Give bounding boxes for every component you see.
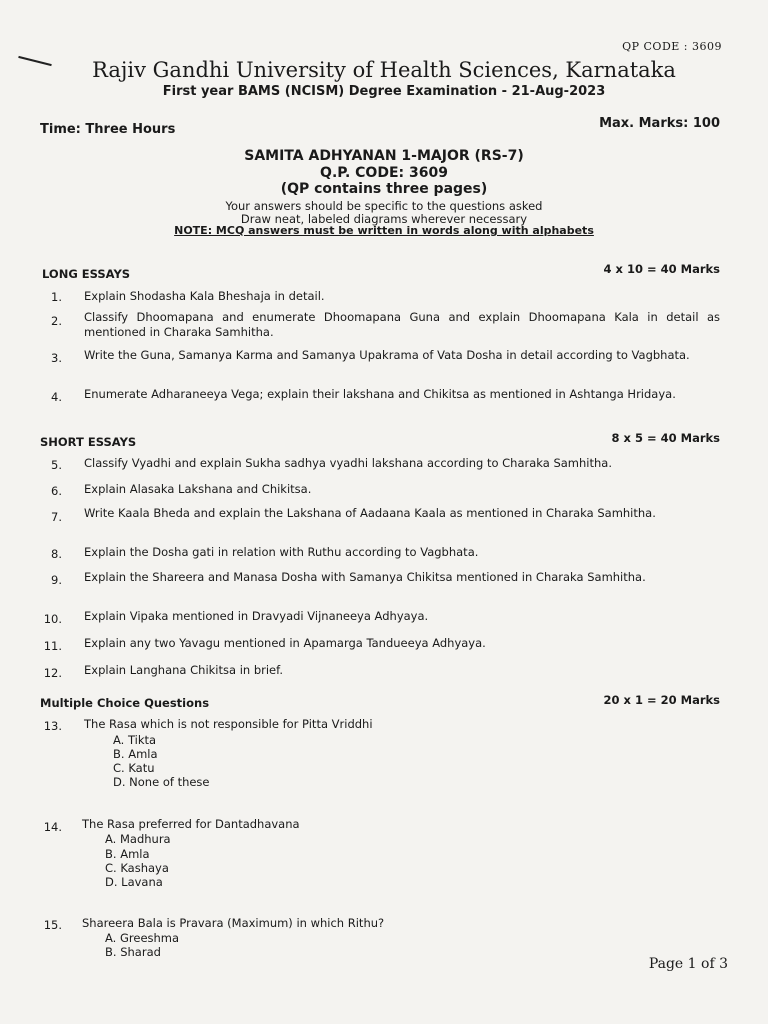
mcq-note: NOTE: MCQ answers must be written in words along with alphabets xyxy=(174,224,594,237)
mcq-option: B. Amla xyxy=(113,747,158,761)
exam-title: First year BAMS (NCISM) Degree Examination - 21-Aug-2023 xyxy=(162,84,606,99)
mcq-option: A. Greeshma xyxy=(105,931,180,945)
mcq-option: B. Amla xyxy=(105,847,150,861)
question-text: Write the Guna, Samanya Karma and Samanya Upakrama of Vata Dosha in detail according to Vagbhata. xyxy=(84,348,690,362)
question-text: Explain Langhana Chikitsa in brief. xyxy=(84,663,283,677)
question-number: 10. xyxy=(43,612,62,626)
question-number: 11. xyxy=(43,639,62,653)
pages-note: (QP contains three pages) xyxy=(280,181,488,197)
mcq-option: D. None of these xyxy=(113,775,210,789)
question-text: Classify Dhoomapana and enumerate Dhoomapana Guna and explain Dhoomapana Kala in detail as mentioned in Charaka Samhitha. xyxy=(84,310,720,339)
max-marks: Max. Marks: 100 xyxy=(599,116,720,131)
question-number: 9. xyxy=(51,573,62,587)
question-text: Write Kaala Bheda and explain the Lakshana of Aadaana Kaala as mentioned in Charaka Samhitha. xyxy=(84,506,656,520)
question-text: Explain the Shareera and Manasa Dosha with Samanya Chikitsa mentioned in Charaka Samhitha. xyxy=(84,570,646,584)
mcq-option: D. Lavana xyxy=(105,875,163,889)
question-number: 8. xyxy=(51,547,62,561)
section-title-short: SHORT ESSAYS xyxy=(40,435,137,449)
section-marks-short: 8 x 5 = 40 Marks xyxy=(611,431,720,445)
question-number: 12. xyxy=(43,666,62,680)
mcq-option: A. Madhura xyxy=(105,832,171,846)
section-marks-long: 4 x 10 = 40 Marks xyxy=(603,262,720,276)
question-text: The Rasa which is not responsible for Pitta Vriddhi xyxy=(84,717,373,731)
question-number: 6. xyxy=(51,484,62,498)
mcq-option: C. Kashaya xyxy=(105,861,169,875)
mcq-option: B. Sharad xyxy=(105,945,161,959)
question-number: 2. xyxy=(51,314,62,328)
question-text: Explain Shodasha Kala Bheshaja in detail. xyxy=(84,289,325,303)
subject-title: SAMITA ADHYANAN 1-MAJOR (RS-7) xyxy=(244,148,524,164)
section-title-mcq: Multiple Choice Questions xyxy=(40,696,210,710)
question-number: 4. xyxy=(51,390,62,404)
exam-time: Time: Three Hours xyxy=(40,122,176,137)
question-number: 14. xyxy=(43,820,62,834)
question-text: Explain Alasaka Lakshana and Chikitsa. xyxy=(84,482,312,496)
question-text: Explain any two Yavagu mentioned in Apamarga Tandueeya Adhyaya. xyxy=(84,636,486,650)
question-number: 3. xyxy=(51,351,62,365)
question-number: 5. xyxy=(51,458,62,472)
question-text: Classify Vyadhi and explain Sukha sadhya vyadhi lakshana according to Charaka Samhitha. xyxy=(84,456,612,470)
section-title-long: LONG ESSAYS xyxy=(42,267,131,281)
university-title: Rajiv Gandhi University of Health Sciences, Karnataka xyxy=(92,58,676,82)
question-number: 13. xyxy=(43,719,62,733)
question-text: Explain the Dosha gati in relation with Ruthu according to Vagbhata. xyxy=(84,545,479,559)
question-text: The Rasa preferred for Dantadhavana xyxy=(82,817,300,831)
question-text: Enumerate Adharaneeya Vega; explain their lakshana and Chikitsa as mentioned in Ashtanga Hridaya. xyxy=(84,387,676,401)
mcq-option: A. Tikta xyxy=(113,733,157,747)
section-marks-mcq: 20 x 1 = 20 Marks xyxy=(603,693,720,707)
question-text: Explain Vipaka mentioned in Dravyadi Vijnaneeya Adhyaya. xyxy=(84,609,429,623)
instruction-specific: Your answers should be specific to the questions asked xyxy=(225,199,543,213)
qp-code: Q.P. CODE: 3609 xyxy=(320,165,448,181)
question-text: Shareera Bala is Pravara (Maximum) in which Rithu? xyxy=(82,916,385,930)
question-number: 15. xyxy=(43,918,62,932)
question-number: 1. xyxy=(51,290,62,304)
question-number: 7. xyxy=(51,510,62,524)
mcq-option: C. Katu xyxy=(113,761,155,775)
instruction-diagrams: Draw neat, labeled diagrams wherever necessary xyxy=(240,212,528,226)
page-number: Page 1 of 3 xyxy=(648,956,728,972)
qp-code-corner: QP CODE : 3609 xyxy=(622,40,722,53)
